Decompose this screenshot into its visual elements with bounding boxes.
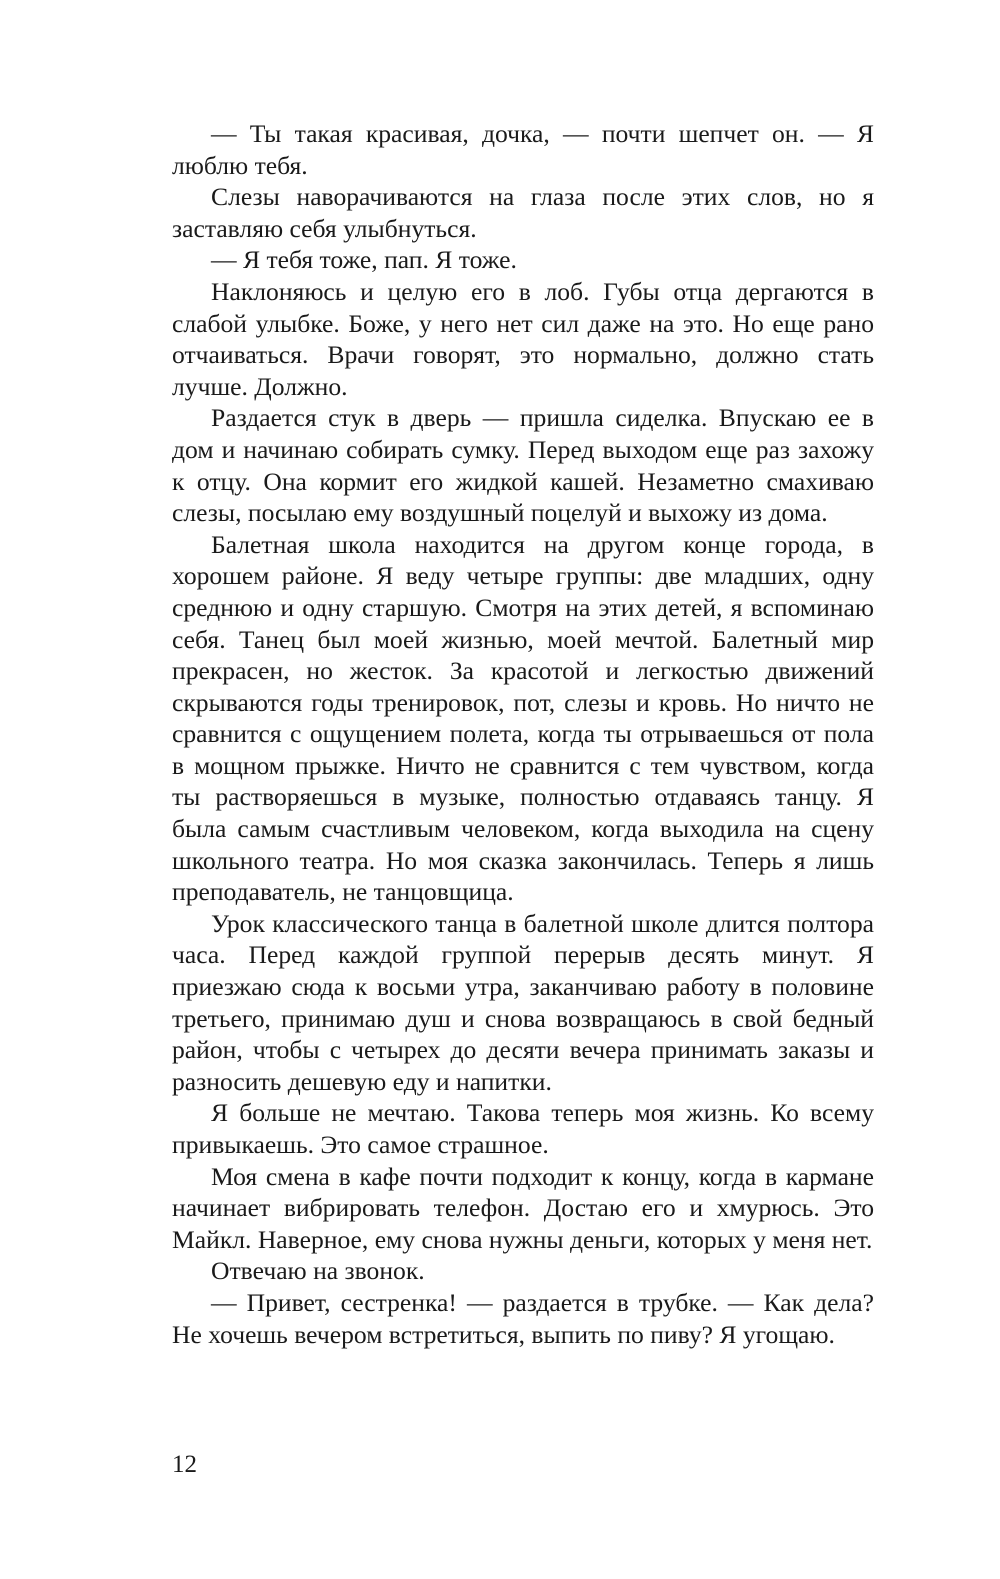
paragraph-1: — Ты такая красивая, дочка, — почти шепчет он. — Я люблю тебя. (172, 119, 874, 180)
paragraph-7: Урок классического танца в балетной школе длится полтора часа. Перед каждой группой перерыв десять минут. Я приезжаю сюда к восьми утра, заканчиваю работу в половине третьего, принимаю душ и снова возвращаюсь в свой бедный район, чтобы с четырех до десяти вечера принимать заказы и разносить дешевую еду и напитки. (172, 908, 874, 1096)
paragraph-10: Отвечаю на звонок. (211, 1256, 425, 1286)
paragraph-5: Раздается стук в дверь — пришла сиделка. Впускаю ее в дом и начинаю собирать сумку. Перед выходом еще раз захожу к отцу. Она кормит его жидкой кашей. Незаметно смахиваю слезы, посылаю ему воздушный поцелуй и выхожу из дома. (172, 403, 874, 528)
paragraph-9: Моя смена в кафе почти подходит к концу, когда в кармане начинает вибрировать телефон. Достаю его и хмурюсь. Это Майкл. Наверное, ему снова нужны деньги, которых у меня нет. (172, 1161, 874, 1254)
paragraph-8: Я больше не мечтаю. Такова теперь моя жизнь. Ко всему привыкаешь. Это самое страшное. (172, 1098, 874, 1159)
page-body-text (172, 118, 874, 1350)
page-number: 12 (172, 1451, 197, 1478)
paragraph-2: Слезы наворачиваются на глаза после этих слов, но я заставляю себя улыбнуться. (172, 182, 874, 243)
paragraph-4: Наклоняюсь и целую его в лоб. Губы отца дергаются в слабой улыбке. Боже, у него нет сил даже на это. Но еще рано отчаиваться. Врачи говорят, это нормально, должно стать лучше. Должно. (172, 276, 874, 401)
paragraph-3: — Я тебя тоже, пап. Я тоже. (211, 245, 517, 275)
paragraph-11: — Привет, сестренка! — раздается в трубке. — Как дела? Не хочешь вечером встретиться, выпить по пиву? Я угощаю. (172, 1287, 874, 1349)
paragraph-6: Балетная школа находится на другом конце города, в хорошем районе. Я веду четыре группы: две младших, одну среднюю и одну старшую. Смотря на этих детей, я вспоминаю себя. Танец был моей жизнью, моей мечтой. Балетный мир прекрасен, но жесток. За красотой и легкостью движений скрываются годы тренировок, пот, слезы и кровь. Но ничто не сравнится с ощущением полета, когда ты отрываешься от пола в мощном прыжке. Ничто не сравнится с тем чувством, когда ты растворяешься в музыке, полностью отдаваясь танцу. Я была самым счастливым человеком, когда выходила на сцену школьного театра. Но моя сказка закончилась. Теперь я лишь преподаватель, не танцовщица. (172, 529, 874, 907)
